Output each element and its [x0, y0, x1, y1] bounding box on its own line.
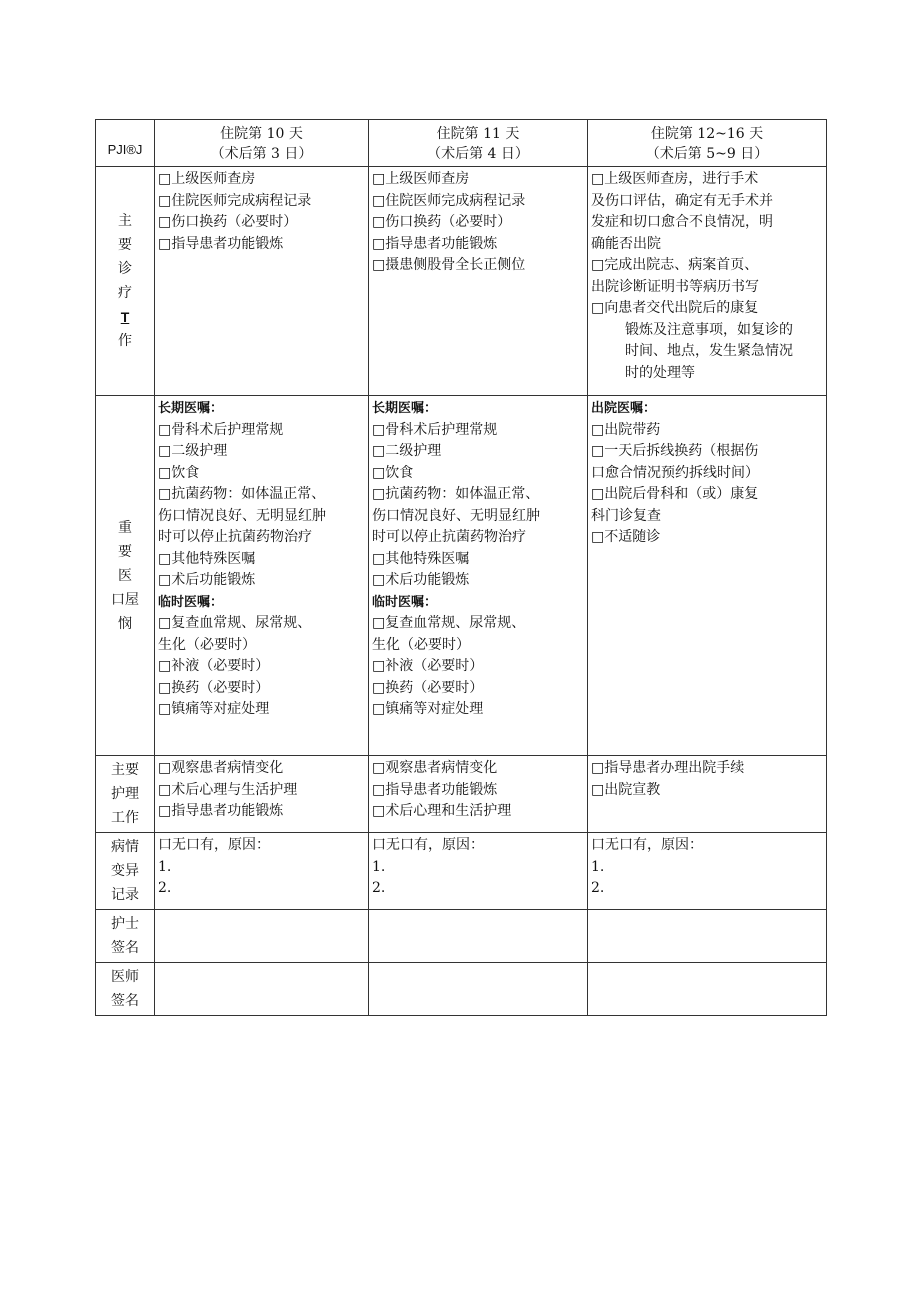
checkbox-item[interactable]: □观察患者病情变化 — [372, 760, 498, 776]
nurse-sign-label — [96, 910, 155, 963]
header-day-11-title: 住院第 11 天 — [436, 126, 520, 142]
checkbox-item[interactable]: □补液（必要时） — [158, 658, 270, 674]
diagnosis-col2 — [369, 167, 588, 396]
variance-choice[interactable]: 口无口有，原因： — [591, 837, 703, 853]
clinical-pathway-table — [95, 119, 827, 1016]
header-day-12-16-sub: （术后第 5~9 日） — [645, 146, 769, 162]
text-line: 及伤口评估，确定有无手术并 — [591, 192, 773, 209]
label-line: 护士 — [111, 916, 139, 932]
doctor-sign-field-1[interactable] — [155, 963, 369, 1016]
orders-row — [96, 396, 827, 756]
checkbox-item[interactable]: □上级医师查房，进行手术 — [591, 171, 759, 187]
checkbox-item[interactable]: □上级医师查房 — [158, 171, 256, 187]
label-char: T — [120, 309, 130, 325]
checkbox-item[interactable]: □观察患者病情变化 — [158, 760, 284, 776]
orders-label — [96, 396, 155, 756]
text-line: 科门诊复查 — [591, 507, 661, 524]
diagnosis-label — [96, 167, 155, 396]
checkbox-item[interactable]: □指导患者功能锻炼 — [372, 781, 498, 798]
checkbox-item[interactable]: □指导患者功能锻炼 — [158, 803, 284, 819]
checkbox-item[interactable]: □骨科术后护理常规 — [158, 421, 284, 438]
doctor-sign-row — [96, 963, 827, 1016]
label-char: 要 — [118, 237, 132, 253]
label-line: 签名 — [111, 940, 139, 956]
nurse-sign-field-1[interactable] — [155, 910, 369, 963]
nursing-col3 — [588, 756, 827, 833]
nurse-sign-row — [96, 910, 827, 963]
variance-reason-2[interactable]: 2. — [591, 880, 605, 896]
variance-label — [96, 833, 155, 910]
nurse-sign-field-2[interactable] — [369, 910, 588, 963]
variance-choice[interactable]: 口无口有，原因： — [372, 837, 484, 853]
checkbox-item[interactable]: □二级护理 — [158, 443, 228, 459]
checkbox-item[interactable]: □骨科术后护理常规 — [372, 421, 498, 438]
checkbox-item[interactable]: □复查血常规、尿常规、 — [372, 615, 526, 631]
variance-reason-1[interactable]: 1. — [372, 858, 386, 875]
checkbox-item[interactable]: □换药（必要时） — [372, 679, 484, 696]
orders-col2 — [369, 396, 588, 756]
text-line: 时间、地点，发生紧急情况 — [625, 343, 793, 359]
temporary-orders-title: 临时医嘱： — [158, 594, 224, 610]
checkbox-item[interactable]: □住院医师完成病程记录 — [372, 192, 526, 209]
variance-reason-1[interactable]: 1. — [591, 858, 605, 875]
label-char: 医 — [118, 567, 132, 584]
text-line: 锻炼及注意事项，如复诊的 — [625, 321, 793, 338]
checkbox-item[interactable]: □抗菌药物：如体温正常、 — [158, 486, 326, 502]
checkbox-item[interactable]: □摄患侧股骨全长正侧位 — [372, 257, 526, 273]
checkbox-item[interactable]: □术后心理和生活护理 — [372, 803, 512, 819]
label-line: 医师 — [111, 969, 139, 985]
variance-row — [96, 833, 827, 910]
variance-reason-2[interactable]: 2. — [372, 880, 386, 896]
label-line: 记录 — [111, 887, 139, 903]
nursing-label — [96, 756, 155, 833]
nursing-row — [96, 756, 827, 833]
orders-col3 — [588, 396, 827, 756]
label-char: 作 — [118, 333, 132, 349]
checkbox-item[interactable]: □复查血常规、尿常规、 — [158, 615, 312, 631]
header-day-12-16 — [588, 120, 827, 167]
checkbox-item[interactable]: □指导患者功能锻炼 — [158, 235, 284, 252]
label-char: 重 — [118, 519, 132, 536]
label-char: 疗 — [118, 285, 132, 301]
checkbox-item[interactable]: □上级医师查房 — [372, 171, 470, 187]
text-line: 伤口情况良好、无明显红肿 — [158, 507, 326, 524]
long-term-orders-title: 长期医嘱： — [158, 401, 224, 416]
label-line: 变异 — [111, 863, 139, 879]
label-line: 护理 — [111, 786, 139, 802]
nursing-col1 — [155, 756, 369, 833]
long-term-orders-title: 长期医嘱： — [372, 401, 438, 416]
nursing-col2 — [369, 756, 588, 833]
header-day-12-16-title: 住院第 12~16 天 — [650, 126, 764, 142]
text-line: 伤口情况良好、无明显红肿 — [372, 507, 540, 524]
doctor-sign-field-3[interactable] — [588, 963, 827, 1016]
diagnosis-col3 — [588, 167, 827, 396]
text-line: 出院诊断证明书等病历书写 — [591, 278, 759, 295]
checkbox-item[interactable]: □补液（必要时） — [372, 658, 484, 674]
checkbox-item[interactable]: □住院医师完成病程记录 — [158, 192, 312, 209]
header-day-10-title: 住院第 10 天 — [220, 126, 303, 142]
label-char: 主 — [118, 213, 132, 229]
checkbox-item[interactable]: □不适随诊 — [591, 529, 661, 545]
header-day-10 — [155, 120, 369, 167]
temporary-orders-title: 临时医嘱： — [372, 594, 438, 610]
variance-reason-1[interactable]: 1. — [158, 858, 172, 875]
orders-col1 — [155, 396, 369, 756]
header-day-11 — [369, 120, 588, 167]
label-line: 签名 — [111, 993, 139, 1009]
text-line: 生化（必要时） — [158, 636, 256, 653]
text-line: 确能否出院 — [591, 235, 661, 252]
checkbox-item[interactable]: □饮食 — [372, 464, 414, 481]
checkbox-item[interactable]: □换药（必要时） — [158, 679, 270, 696]
variance-col1 — [155, 833, 369, 910]
checkbox-item[interactable]: □出院宣教 — [591, 781, 661, 798]
label-line: 工作 — [111, 810, 139, 826]
header-day-11-sub: （术后第 4 日） — [427, 146, 529, 162]
checkbox-item[interactable]: □向患者交代出院后的康复 — [591, 300, 759, 316]
text-line: 时可以停止抗菌药物治疗 — [158, 529, 312, 545]
checkbox-item[interactable]: □伤口换药（必要时） — [372, 214, 512, 230]
text-line: 口愈合情况预约拆线时间） — [591, 464, 759, 481]
label-char: 口屋 — [111, 591, 139, 608]
label-char: 悯 — [118, 615, 132, 632]
doctor-sign-label — [96, 963, 155, 1016]
label-line: 主要 — [111, 762, 139, 778]
checkbox-item[interactable]: □其他特殊医嘱 — [158, 550, 256, 567]
text-line: 生化（必要时） — [372, 636, 470, 653]
checkbox-item[interactable]: □术后心理与生活护理 — [158, 781, 298, 798]
checkbox-item[interactable]: □出院带药 — [591, 421, 661, 438]
nurse-sign-field-3[interactable] — [588, 910, 827, 963]
checkbox-item[interactable]: □指导患者办理出院手续 — [591, 760, 745, 776]
variance-choice[interactable]: 口无口有，原因： — [158, 837, 270, 853]
checkbox-item[interactable]: □一天后拆线换药（根据伤 — [591, 443, 759, 459]
label-char: 诊 — [118, 261, 132, 277]
text-line: 发症和切口愈合不良情况，明 — [591, 214, 773, 230]
text-line: 时可以停止抗菌药物治疗 — [372, 529, 526, 545]
checkbox-item[interactable]: □其他特殊医嘱 — [372, 550, 470, 567]
checkbox-item[interactable]: □术后功能锻炼 — [158, 572, 256, 588]
checkbox-item[interactable]: □指导患者功能锻炼 — [372, 235, 498, 252]
header-day-10-sub: （术后第 3 日） — [210, 146, 313, 162]
diagnosis-col1 — [155, 167, 369, 396]
checkbox-item[interactable]: □饮食 — [158, 464, 200, 481]
doctor-sign-field-2[interactable] — [369, 963, 588, 1016]
label-char: 要 — [118, 543, 132, 560]
header-row — [96, 120, 827, 167]
label-line: 病情 — [111, 839, 139, 855]
variance-col2 — [369, 833, 588, 910]
text-line: 时的处理等 — [625, 364, 695, 381]
checkbox-item[interactable]: □出院后骨科和（或）康复 — [591, 486, 759, 502]
checkbox-item[interactable]: □抗菌药物：如体温正常、 — [372, 486, 540, 502]
diagnosis-row — [96, 167, 827, 396]
checkbox-item[interactable]: □伤口换药（必要时） — [158, 214, 298, 230]
discharge-orders-title: 出院医嘱： — [591, 401, 657, 416]
variance-reason-2[interactable]: 2. — [158, 880, 172, 896]
checkbox-item[interactable]: □术后功能锻炼 — [372, 572, 470, 588]
checkbox-item[interactable]: □镇痛等对症处理 — [158, 701, 270, 717]
checkbox-item[interactable]: □镇痛等对症处理 — [372, 701, 484, 717]
corner-label: PJI®J — [96, 120, 155, 167]
checkbox-item[interactable]: □二级护理 — [372, 443, 442, 459]
checkbox-item[interactable]: □完成出院志、病案首页、 — [591, 257, 759, 273]
variance-col3 — [588, 833, 827, 910]
